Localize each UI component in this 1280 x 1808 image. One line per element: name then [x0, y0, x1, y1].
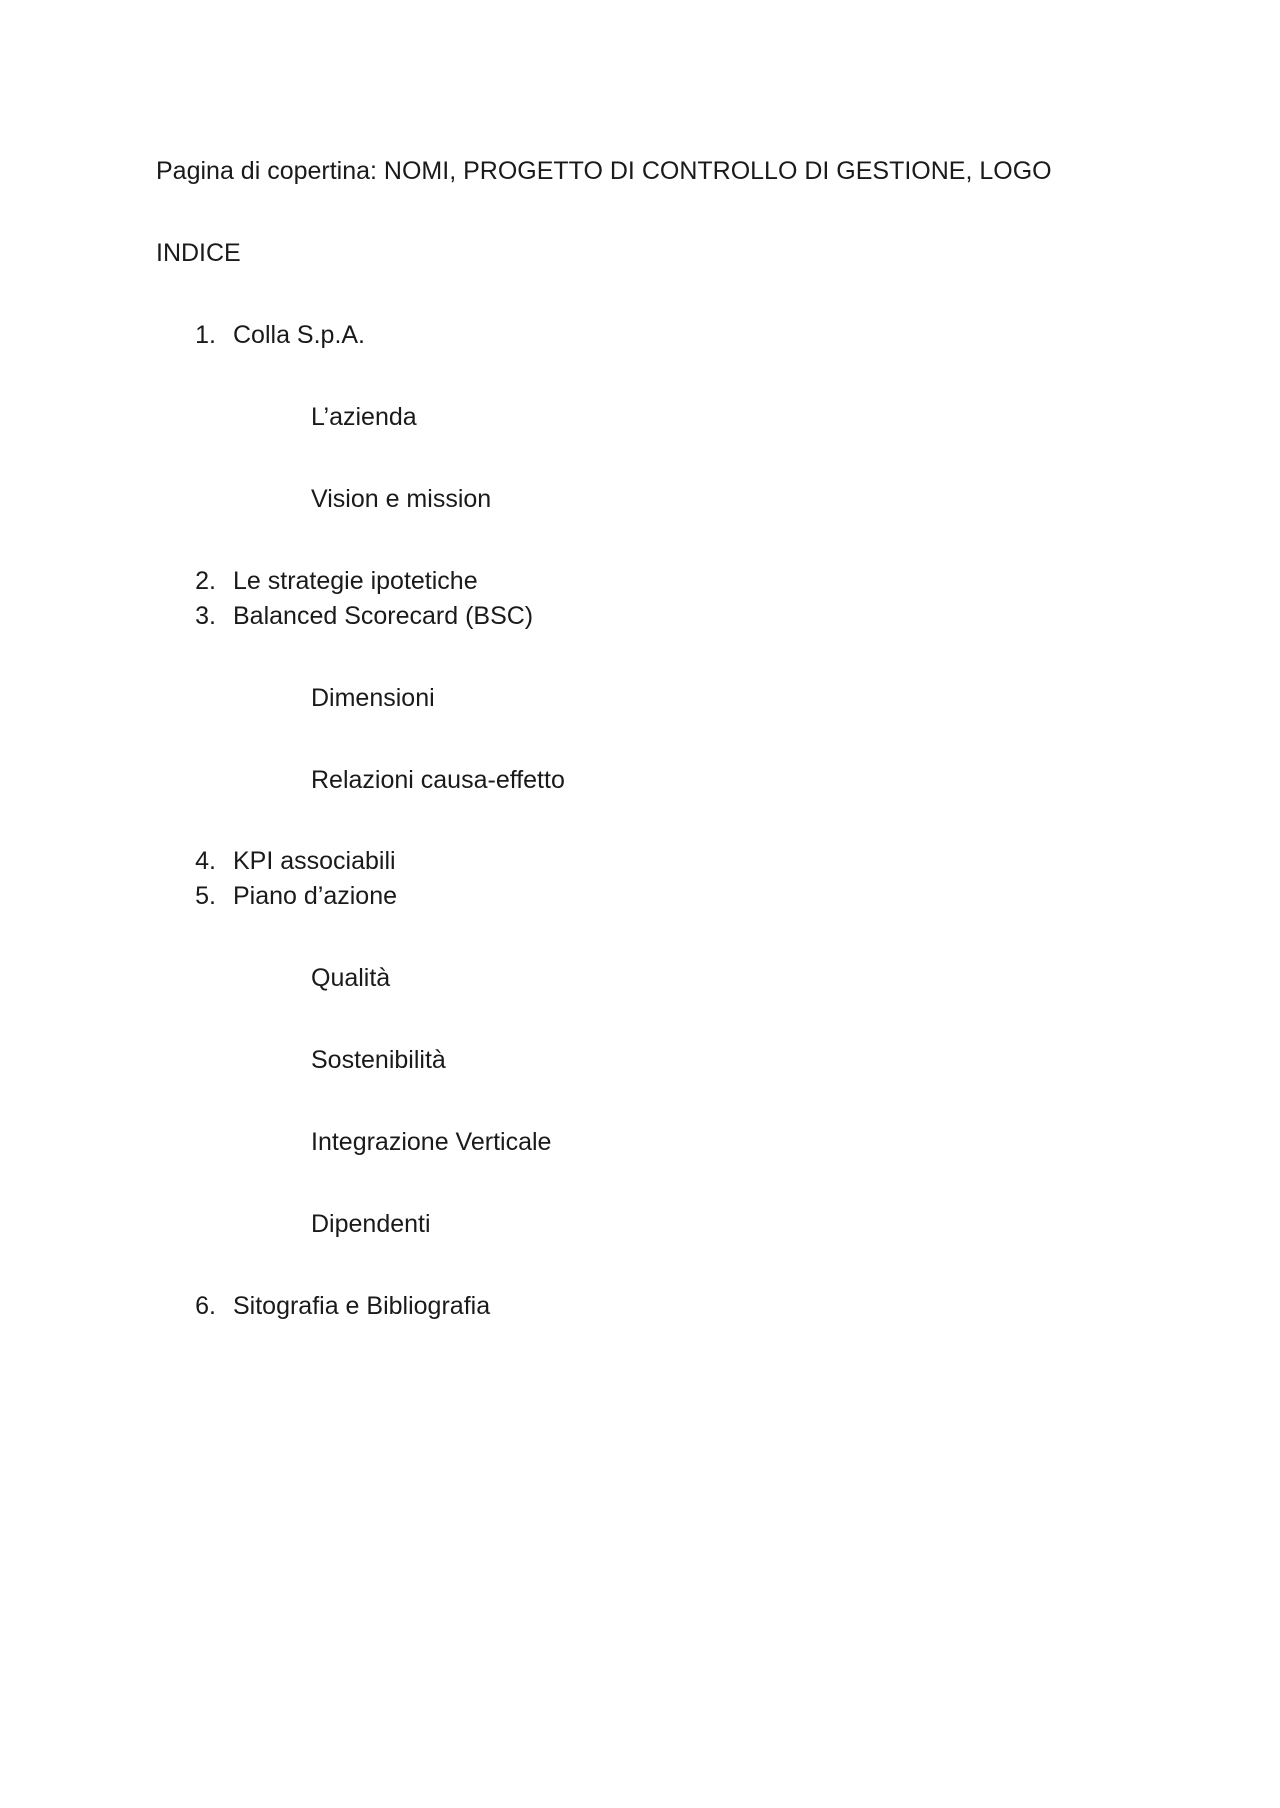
index-heading: INDICE [156, 239, 241, 267]
toc-subitem: Relazioni causa-effetto [311, 766, 565, 794]
toc-number: 1. [195, 321, 216, 349]
toc-subitem: L’azienda [311, 403, 417, 431]
toc-subitem: Sostenibilità [311, 1046, 446, 1074]
cover-page-line: Pagina di copertina: NOMI, PROGETTO DI CONTROLLO DI GESTIONE, LOGO [156, 157, 1052, 185]
toc-subitem: Dipendenti [311, 1210, 431, 1238]
toc-title: Le strategie ipotetiche [233, 567, 478, 595]
toc-subitem: Integrazione Verticale [311, 1128, 552, 1156]
toc-number: 4. [195, 847, 216, 875]
toc-title: Colla S.p.A. [233, 321, 366, 349]
toc-number: 6. [195, 1292, 216, 1320]
toc-title: Sitografia e Bibliografia [233, 1292, 491, 1320]
toc-subitem: Vision e mission [311, 485, 492, 513]
toc-number: 3. [195, 602, 216, 630]
toc-number: 2. [195, 567, 216, 595]
toc-number: 5. [195, 882, 216, 910]
toc-subitem: Qualità [311, 964, 391, 992]
toc-subitem: Dimensioni [311, 684, 435, 712]
toc-title: KPI associabili [233, 847, 396, 875]
toc-title: Balanced Scorecard (BSC) [233, 602, 534, 630]
toc-title: Piano d’azione [233, 882, 398, 910]
